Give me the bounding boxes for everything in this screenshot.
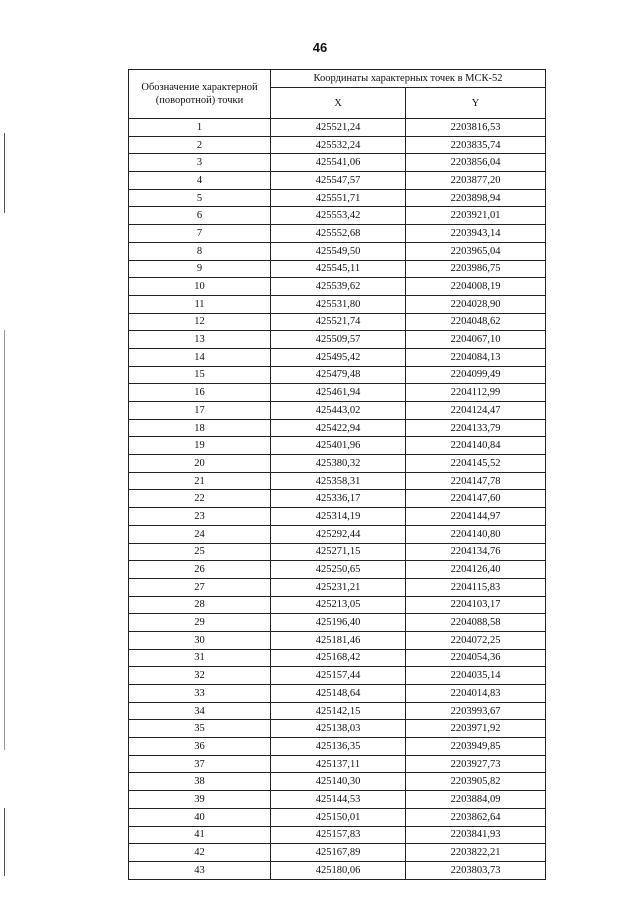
x-coordinate-cell: 425461,94 xyxy=(271,384,406,402)
x-coordinate-cell: 425148,64 xyxy=(271,685,406,703)
point-number-cell: 20 xyxy=(129,455,271,473)
x-coordinate-cell: 425479,48 xyxy=(271,366,406,384)
x-coordinate-cell: 425157,44 xyxy=(271,667,406,685)
table-row xyxy=(129,738,546,756)
y-coordinate-cell: 2204035,14 xyxy=(406,667,546,685)
table-row xyxy=(129,136,546,154)
y-coordinate-cell: 2203943,14 xyxy=(406,225,546,243)
x-coordinate-cell: 425167,89 xyxy=(271,844,406,862)
table-row xyxy=(129,844,546,862)
y-coordinate-cell: 2204103,17 xyxy=(406,596,546,614)
table-row xyxy=(129,596,546,614)
y-coordinate-cell: 2203921,01 xyxy=(406,207,546,225)
x-coordinate-cell: 425509,57 xyxy=(271,331,406,349)
point-number-cell: 5 xyxy=(129,189,271,207)
y-coordinate-cell: 2203905,82 xyxy=(406,773,546,791)
y-coordinate-cell: 2204126,40 xyxy=(406,561,546,579)
x-coordinate-cell: 425539,62 xyxy=(271,278,406,296)
table-row xyxy=(129,242,546,260)
y-coordinate-cell: 2203971,92 xyxy=(406,720,546,738)
point-number-cell: 41 xyxy=(129,826,271,844)
x-coordinate-cell: 425422,94 xyxy=(271,419,406,437)
point-number-cell: 32 xyxy=(129,667,271,685)
table-row xyxy=(129,455,546,473)
point-number-cell: 3 xyxy=(129,154,271,172)
table-row xyxy=(129,119,546,137)
point-number-cell: 30 xyxy=(129,631,271,649)
point-number-cell: 42 xyxy=(129,844,271,862)
table-row xyxy=(129,614,546,632)
table-row xyxy=(129,419,546,437)
y-coordinate-cell: 2204088,58 xyxy=(406,614,546,632)
coordinates-table xyxy=(128,69,546,880)
y-coordinate-cell: 2204084,13 xyxy=(406,348,546,366)
y-coordinate-cell: 2203841,93 xyxy=(406,826,546,844)
point-number-cell: 43 xyxy=(129,861,271,879)
x-coordinate-cell: 425549,50 xyxy=(271,242,406,260)
header-coordinates: Координаты характерных точек в МСК-52 xyxy=(271,70,546,88)
scan-margin-mark xyxy=(4,808,5,876)
point-number-cell: 35 xyxy=(129,720,271,738)
x-coordinate-cell: 425358,31 xyxy=(271,472,406,490)
table-row xyxy=(129,826,546,844)
point-number-cell: 33 xyxy=(129,685,271,703)
point-number-cell: 9 xyxy=(129,260,271,278)
point-number-cell: 1 xyxy=(129,119,271,137)
y-coordinate-cell: 2203949,85 xyxy=(406,738,546,756)
y-coordinate-cell: 2204115,83 xyxy=(406,578,546,596)
x-coordinate-cell: 425552,68 xyxy=(271,225,406,243)
point-number-cell: 2 xyxy=(129,136,271,154)
y-coordinate-cell: 2204124,47 xyxy=(406,402,546,420)
table-row xyxy=(129,685,546,703)
header-x: X xyxy=(271,88,406,119)
point-number-cell: 15 xyxy=(129,366,271,384)
table-row xyxy=(129,278,546,296)
table-row xyxy=(129,773,546,791)
x-coordinate-cell: 425336,17 xyxy=(271,490,406,508)
y-coordinate-cell: 2204147,60 xyxy=(406,490,546,508)
table-row xyxy=(129,561,546,579)
table-row xyxy=(129,543,546,561)
y-coordinate-cell: 2203803,73 xyxy=(406,861,546,879)
table-row xyxy=(129,348,546,366)
table-row xyxy=(129,472,546,490)
y-coordinate-cell: 2203856,04 xyxy=(406,154,546,172)
x-coordinate-cell: 425531,80 xyxy=(271,295,406,313)
y-coordinate-cell: 2203816,53 xyxy=(406,119,546,137)
y-coordinate-cell: 2203877,20 xyxy=(406,172,546,190)
table-row xyxy=(129,667,546,685)
y-coordinate-cell: 2203822,21 xyxy=(406,844,546,862)
y-coordinate-cell: 2203835,74 xyxy=(406,136,546,154)
table-row xyxy=(129,207,546,225)
x-coordinate-cell: 425547,57 xyxy=(271,172,406,190)
y-coordinate-cell: 2204147,78 xyxy=(406,472,546,490)
table-row xyxy=(129,295,546,313)
point-number-cell: 19 xyxy=(129,437,271,455)
x-coordinate-cell: 425138,03 xyxy=(271,720,406,738)
y-coordinate-cell: 2203965,04 xyxy=(406,242,546,260)
point-number-cell: 37 xyxy=(129,755,271,773)
table-row xyxy=(129,631,546,649)
x-coordinate-cell: 425545,11 xyxy=(271,260,406,278)
x-coordinate-cell: 425168,42 xyxy=(271,649,406,667)
point-number-cell: 16 xyxy=(129,384,271,402)
page-number: 46 xyxy=(312,40,328,55)
y-coordinate-cell: 2204028,90 xyxy=(406,295,546,313)
y-coordinate-cell: 2204140,84 xyxy=(406,437,546,455)
point-number-cell: 23 xyxy=(129,508,271,526)
point-number-cell: 7 xyxy=(129,225,271,243)
point-number-cell: 21 xyxy=(129,472,271,490)
point-number-cell: 11 xyxy=(129,295,271,313)
x-coordinate-cell: 425443,02 xyxy=(271,402,406,420)
x-coordinate-cell: 425196,40 xyxy=(271,614,406,632)
point-number-cell: 29 xyxy=(129,614,271,632)
y-coordinate-cell: 2204067,10 xyxy=(406,331,546,349)
x-coordinate-cell: 425137,11 xyxy=(271,755,406,773)
table-row xyxy=(129,225,546,243)
x-coordinate-cell: 425250,65 xyxy=(271,561,406,579)
x-coordinate-cell: 425136,35 xyxy=(271,738,406,756)
table-row xyxy=(129,366,546,384)
point-number-cell: 25 xyxy=(129,543,271,561)
table-row xyxy=(129,791,546,809)
y-coordinate-cell: 2204099,49 xyxy=(406,366,546,384)
y-coordinate-cell: 2204054,36 xyxy=(406,649,546,667)
x-coordinate-cell: 425495,42 xyxy=(271,348,406,366)
x-coordinate-cell: 425157,83 xyxy=(271,826,406,844)
point-number-cell: 8 xyxy=(129,242,271,260)
x-coordinate-cell: 425213,05 xyxy=(271,596,406,614)
y-coordinate-cell: 2204134,76 xyxy=(406,543,546,561)
x-coordinate-cell: 425521,74 xyxy=(271,313,406,331)
table-row xyxy=(129,260,546,278)
x-coordinate-cell: 425401,96 xyxy=(271,437,406,455)
table-row xyxy=(129,702,546,720)
y-coordinate-cell: 2204072,25 xyxy=(406,631,546,649)
table-row xyxy=(129,578,546,596)
point-number-cell: 10 xyxy=(129,278,271,296)
y-coordinate-cell: 2203927,73 xyxy=(406,755,546,773)
x-coordinate-cell: 425181,46 xyxy=(271,631,406,649)
x-coordinate-cell: 425142,15 xyxy=(271,702,406,720)
table-row xyxy=(129,402,546,420)
x-coordinate-cell: 425551,71 xyxy=(271,189,406,207)
table-row xyxy=(129,437,546,455)
x-coordinate-cell: 425150,01 xyxy=(271,808,406,826)
y-coordinate-cell: 2203862,64 xyxy=(406,808,546,826)
y-coordinate-cell: 2204112,99 xyxy=(406,384,546,402)
table-row xyxy=(129,490,546,508)
y-coordinate-cell: 2204140,80 xyxy=(406,525,546,543)
table-row xyxy=(129,808,546,826)
table-row xyxy=(129,861,546,879)
x-coordinate-cell: 425314,19 xyxy=(271,508,406,526)
point-number-cell: 40 xyxy=(129,808,271,826)
table-row xyxy=(129,189,546,207)
x-coordinate-cell: 425380,32 xyxy=(271,455,406,473)
y-coordinate-cell: 2204144,97 xyxy=(406,508,546,526)
point-number-cell: 26 xyxy=(129,561,271,579)
table-row xyxy=(129,720,546,738)
point-number-cell: 38 xyxy=(129,773,271,791)
y-coordinate-cell: 2203986,75 xyxy=(406,260,546,278)
x-coordinate-cell: 425271,15 xyxy=(271,543,406,561)
y-coordinate-cell: 2204014,83 xyxy=(406,685,546,703)
y-coordinate-cell: 2203898,94 xyxy=(406,189,546,207)
x-coordinate-cell: 425140,30 xyxy=(271,773,406,791)
y-coordinate-cell: 2203884,09 xyxy=(406,791,546,809)
header-y: Y xyxy=(406,88,546,119)
x-coordinate-cell: 425541,06 xyxy=(271,154,406,172)
x-coordinate-cell: 425144,53 xyxy=(271,791,406,809)
header-designation: Обозначение характерной (поворотной) точки xyxy=(129,70,271,119)
point-number-cell: 27 xyxy=(129,578,271,596)
table-row xyxy=(129,525,546,543)
point-number-cell: 14 xyxy=(129,348,271,366)
x-coordinate-cell: 425521,24 xyxy=(271,119,406,137)
point-number-cell: 39 xyxy=(129,791,271,809)
point-number-cell: 13 xyxy=(129,331,271,349)
point-number-cell: 6 xyxy=(129,207,271,225)
point-number-cell: 31 xyxy=(129,649,271,667)
point-number-cell: 4 xyxy=(129,172,271,190)
point-number-cell: 24 xyxy=(129,525,271,543)
y-coordinate-cell: 2204008,19 xyxy=(406,278,546,296)
table-row xyxy=(129,508,546,526)
x-coordinate-cell: 425180,06 xyxy=(271,861,406,879)
table-row xyxy=(129,331,546,349)
table-row xyxy=(129,649,546,667)
table-row xyxy=(129,154,546,172)
point-number-cell: 34 xyxy=(129,702,271,720)
y-coordinate-cell: 2204133,79 xyxy=(406,419,546,437)
y-coordinate-cell: 2204048,62 xyxy=(406,313,546,331)
table-row xyxy=(129,384,546,402)
point-number-cell: 36 xyxy=(129,738,271,756)
x-coordinate-cell: 425532,24 xyxy=(271,136,406,154)
scan-margin-mark xyxy=(4,133,5,213)
y-coordinate-cell: 2204145,52 xyxy=(406,455,546,473)
x-coordinate-cell: 425292,44 xyxy=(271,525,406,543)
table-row xyxy=(129,172,546,190)
point-number-cell: 22 xyxy=(129,490,271,508)
x-coordinate-cell: 425553,42 xyxy=(271,207,406,225)
scan-margin-mark xyxy=(4,330,5,750)
y-coordinate-cell: 2203993,67 xyxy=(406,702,546,720)
point-number-cell: 18 xyxy=(129,419,271,437)
table-row xyxy=(129,755,546,773)
table-body xyxy=(129,119,546,880)
point-number-cell: 17 xyxy=(129,402,271,420)
x-coordinate-cell: 425231,21 xyxy=(271,578,406,596)
table-row xyxy=(129,313,546,331)
point-number-cell: 12 xyxy=(129,313,271,331)
point-number-cell: 28 xyxy=(129,596,271,614)
